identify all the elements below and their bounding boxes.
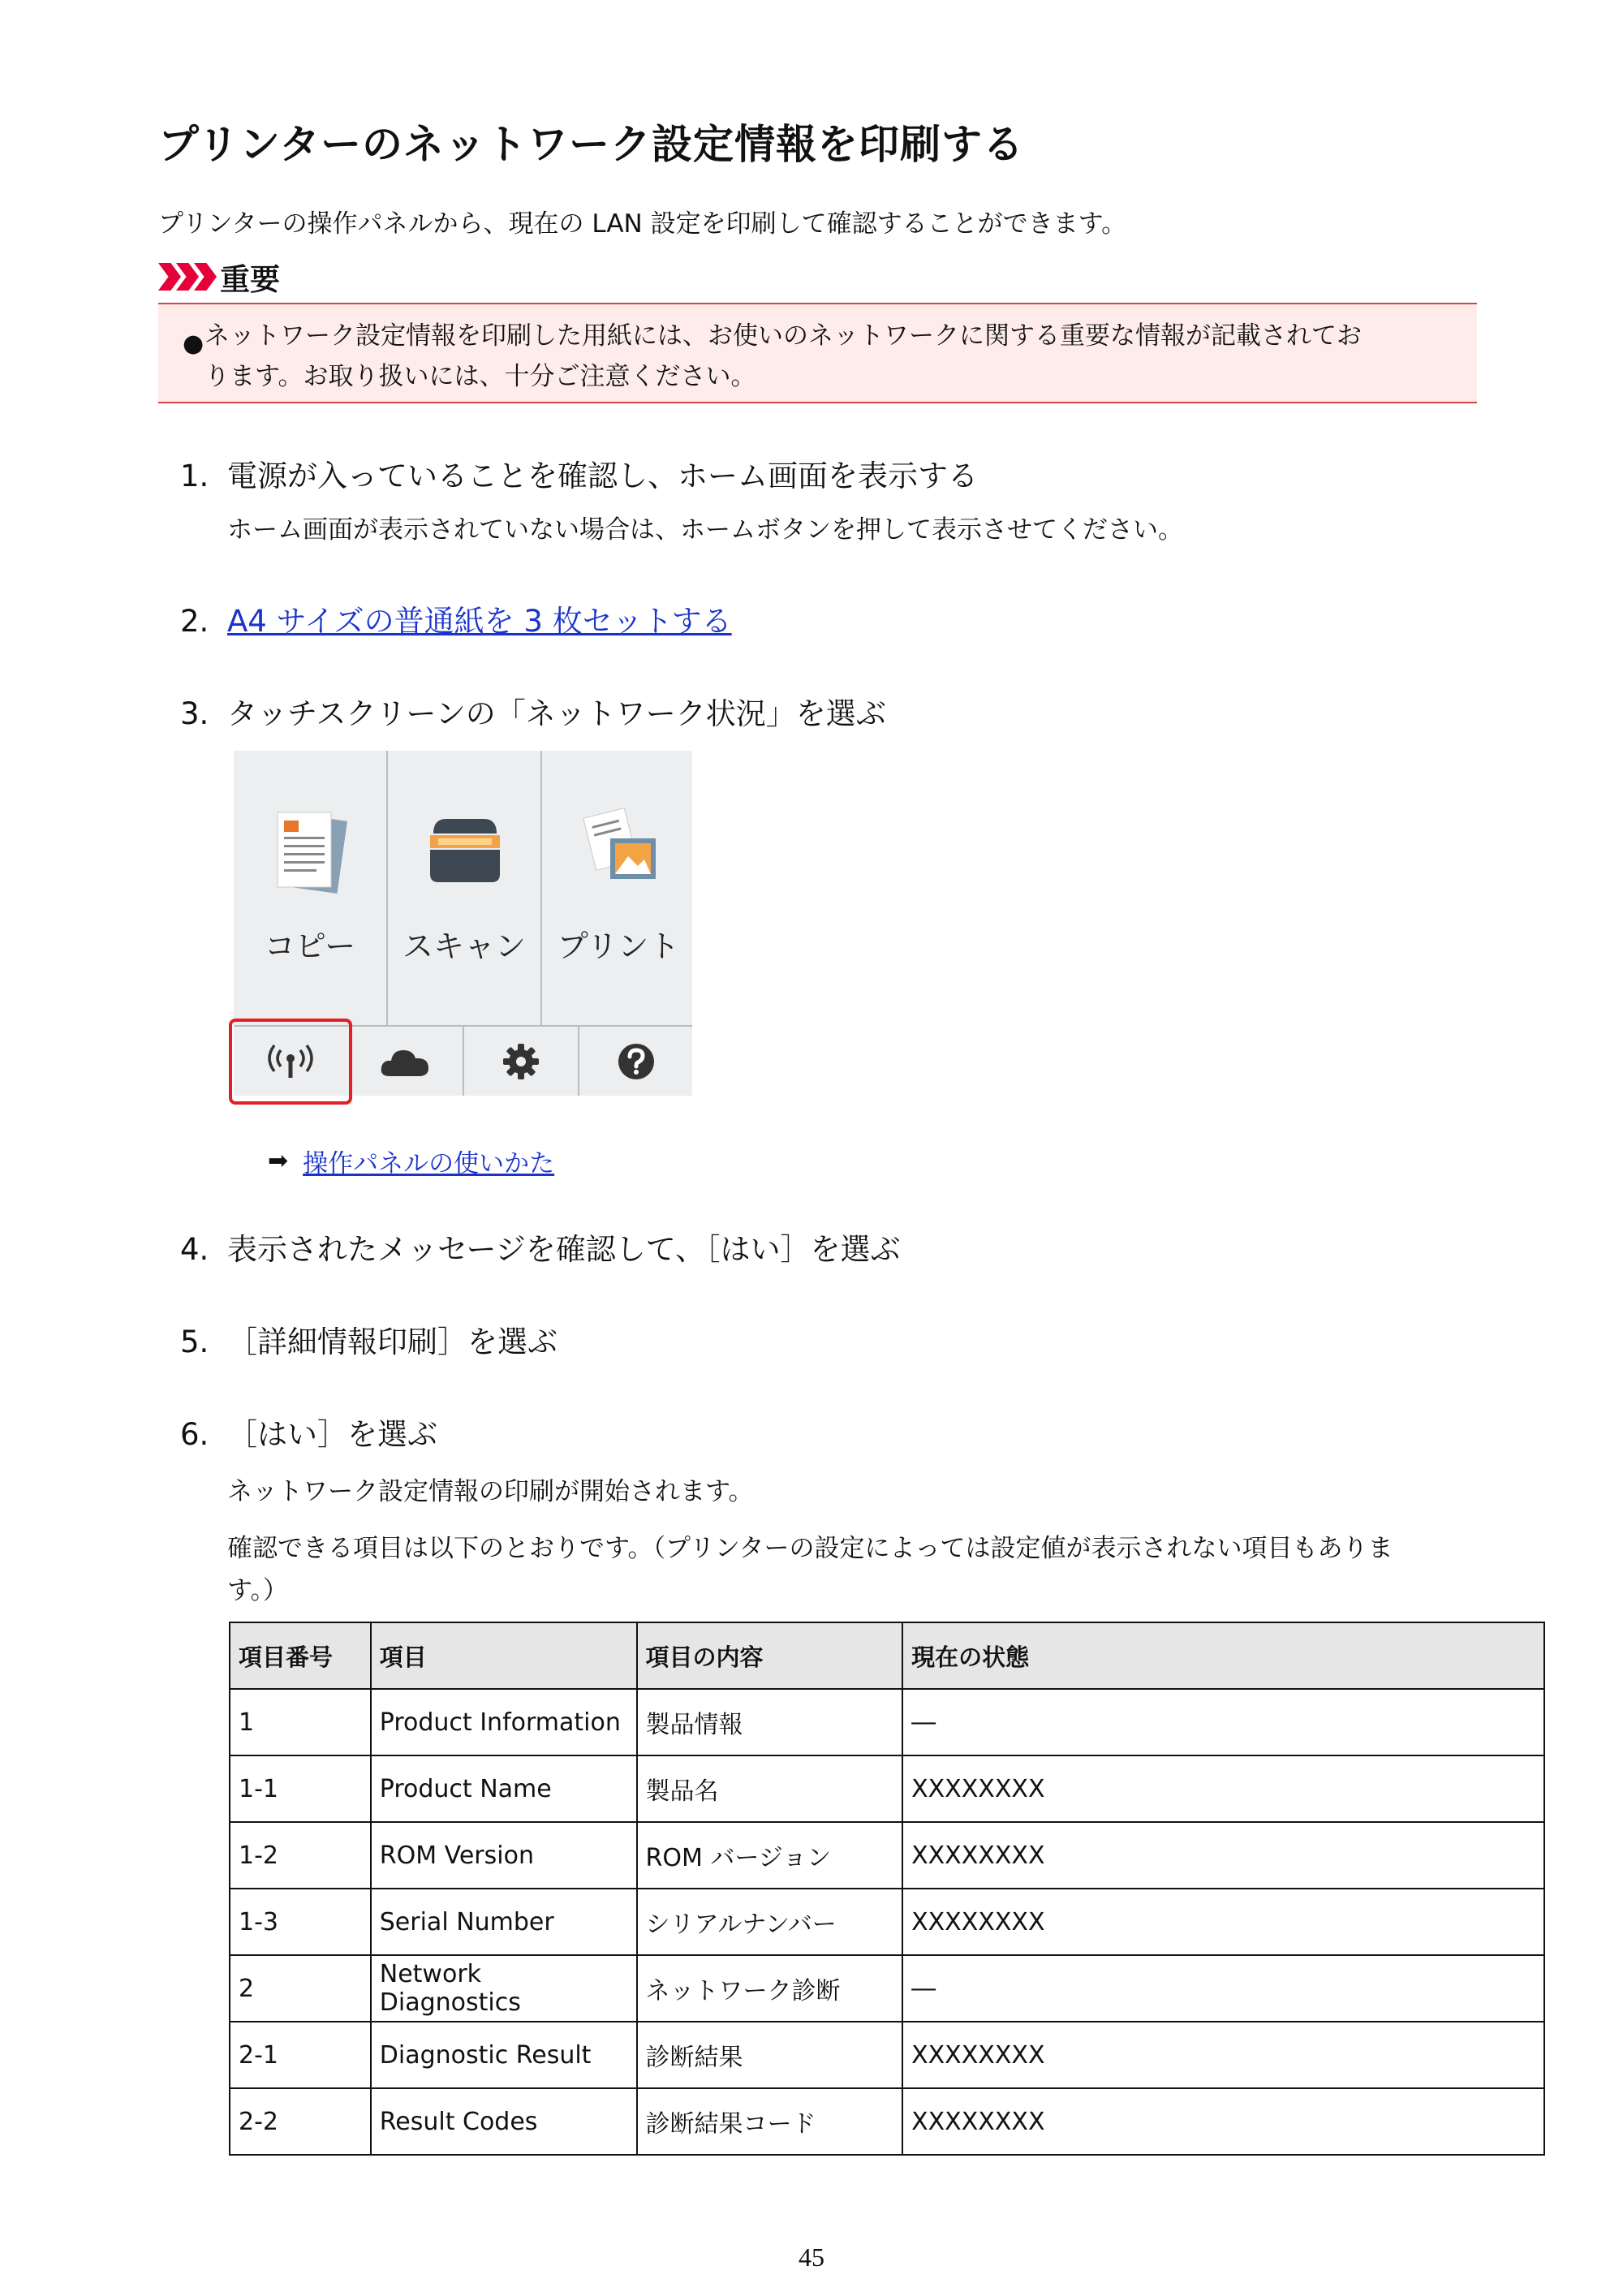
step-number: 4. [180,1232,209,1267]
print-icon [576,806,661,895]
table-row [230,1689,1544,1755]
step-number: 3. [180,696,209,731]
table-cell: 2 [230,1955,371,2022]
copy-label: コピー [264,928,356,964]
table-cell: XXXXXXXX [902,1822,1544,1889]
table-cell: XXXXXXXX [902,2088,1544,2155]
table-cell: 診断結果 [637,2022,903,2088]
step-text: タッチスクリーンの「ネットワーク状況」を選ぶ [227,696,886,731]
step-1-note: ホーム画面が表示されていない場合は、ホームボタンを押して表示させてください。 [227,515,1183,545]
table-cell: シリアルナンバー [637,1889,903,1955]
important-label: 重要 [220,262,280,297]
bullet-icon: ● [183,330,204,358]
table-row [230,1889,1544,1955]
step-number: 5. [180,1325,209,1359]
table-cell: ROM バージョン [637,1822,903,1889]
important-text-line1: ネットワーク設定情報を印刷した用紙には、お使いのネットワークに関する重要な情報が記載されてお [204,321,1362,351]
step-6-note-1: ネットワーク設定情報の印刷が開始されます。 [227,1477,754,1506]
table-cell: ネットワーク診断 [637,1955,903,2022]
table-cell: XXXXXXXX [902,1755,1544,1822]
step-5 [180,1317,558,1361]
step-number: 2. [180,604,209,639]
table-cell: XXXXXXXX [902,2022,1544,2088]
table-header-cell: 項目の内容 [637,1622,903,1689]
copy-tile [234,751,386,1025]
step-3 [180,689,886,733]
panel-usage-link[interactable]: 操作パネルの使いかた [303,1149,555,1178]
table-cell: 製品情報 [637,1689,903,1755]
important-heading [158,256,280,297]
important-text-line2: ります。お取り扱いには、十分ご注意ください。 [204,362,756,391]
table-row [230,1955,1544,2022]
table-header-row [230,1622,1544,1689]
table-cell: XXXXXXXX [902,1889,1544,1955]
table-cell: 2-1 [230,2022,371,2088]
table-cell: ― [902,1955,1544,2022]
step-text: ［はい］を選ぶ [227,1417,437,1452]
table-cell: Product Information [371,1689,637,1755]
help-icon [617,1042,656,1081]
table-cell: ROM Version [371,1822,637,1889]
step-2 [180,597,732,640]
step-4 [180,1225,901,1269]
gear-icon [502,1042,540,1081]
step-text: ［詳細情報印刷］を選ぶ [227,1325,558,1359]
step-6-note-2 [227,1527,1493,1612]
print-tile [542,751,695,1025]
step-text: 電源が入っていることを確認し、ホーム画面を表示する [227,459,978,493]
copy-icon [268,808,353,897]
table-cell: 1-2 [230,1822,371,1889]
table-row [230,1755,1544,1822]
table-cell: Product Name [371,1755,637,1822]
step-1 [180,451,978,495]
settings-table [229,1622,1545,2156]
table-cell: Network Diagnostics [371,1955,637,2022]
step-number: 1. [180,459,209,493]
table-cell: Diagnostic Result [371,2022,637,2088]
table-header-cell: 項目番号 [230,1622,371,1689]
help-button[interactable] [579,1027,692,1096]
settings-button[interactable] [464,1027,578,1096]
arrow-right-icon: ➡ [268,1147,289,1175]
operation-panel-image [234,751,692,1096]
step-6 [180,1410,437,1454]
page-title: プリンターのネットワーク設定情報を印刷する [158,121,1024,168]
highlight-frame [229,1019,352,1105]
panel-usage-link-row [268,1143,554,1179]
table-row [230,2022,1544,2088]
step-number: 6. [180,1417,209,1452]
important-arrows-icon [158,263,212,291]
step-text: 表示されたメッセージを確認して、［はい］を選ぶ [227,1232,901,1267]
table-row [230,2088,1544,2155]
table-cell: 2-2 [230,2088,371,2155]
table-row [230,1822,1544,1889]
cloud-button[interactable] [347,1027,463,1096]
intro-text: プリンターの操作パネルから、現在の LAN 設定を印刷して確認することができます。 [158,209,1127,239]
table-cell: 1 [230,1689,371,1755]
print-label: プリント [557,928,680,964]
step-2-link[interactable]: A4 サイズの普通紙を 3 枚セットする [227,604,732,639]
page-number: 45 [799,2242,824,2272]
table-header-cell: 現在の状態 [902,1622,1544,1689]
scan-label: スキャン [402,928,526,964]
important-box [158,303,1477,403]
table-cell: Serial Number [371,1889,637,1955]
table-cell: ― [902,1689,1544,1755]
step-6-note-2-line1: 確認できる項目は以下のとおりです。（プリンターの設定によっては設定値が表示されない項目もありま [227,1534,1393,1563]
table-cell: 1-3 [230,1889,371,1955]
cloud-icon [380,1045,430,1078]
scan-tile [388,751,540,1025]
table-cell: Result Codes [371,2088,637,2155]
table-cell: 診断結果コード [637,2088,903,2155]
table-header-cell: 項目 [371,1622,637,1689]
step-6-note-2-line2: す。） [227,1576,289,1605]
table-cell: 1-1 [230,1755,371,1822]
table-cell: 製品名 [637,1755,903,1822]
scanner-icon [422,809,507,890]
